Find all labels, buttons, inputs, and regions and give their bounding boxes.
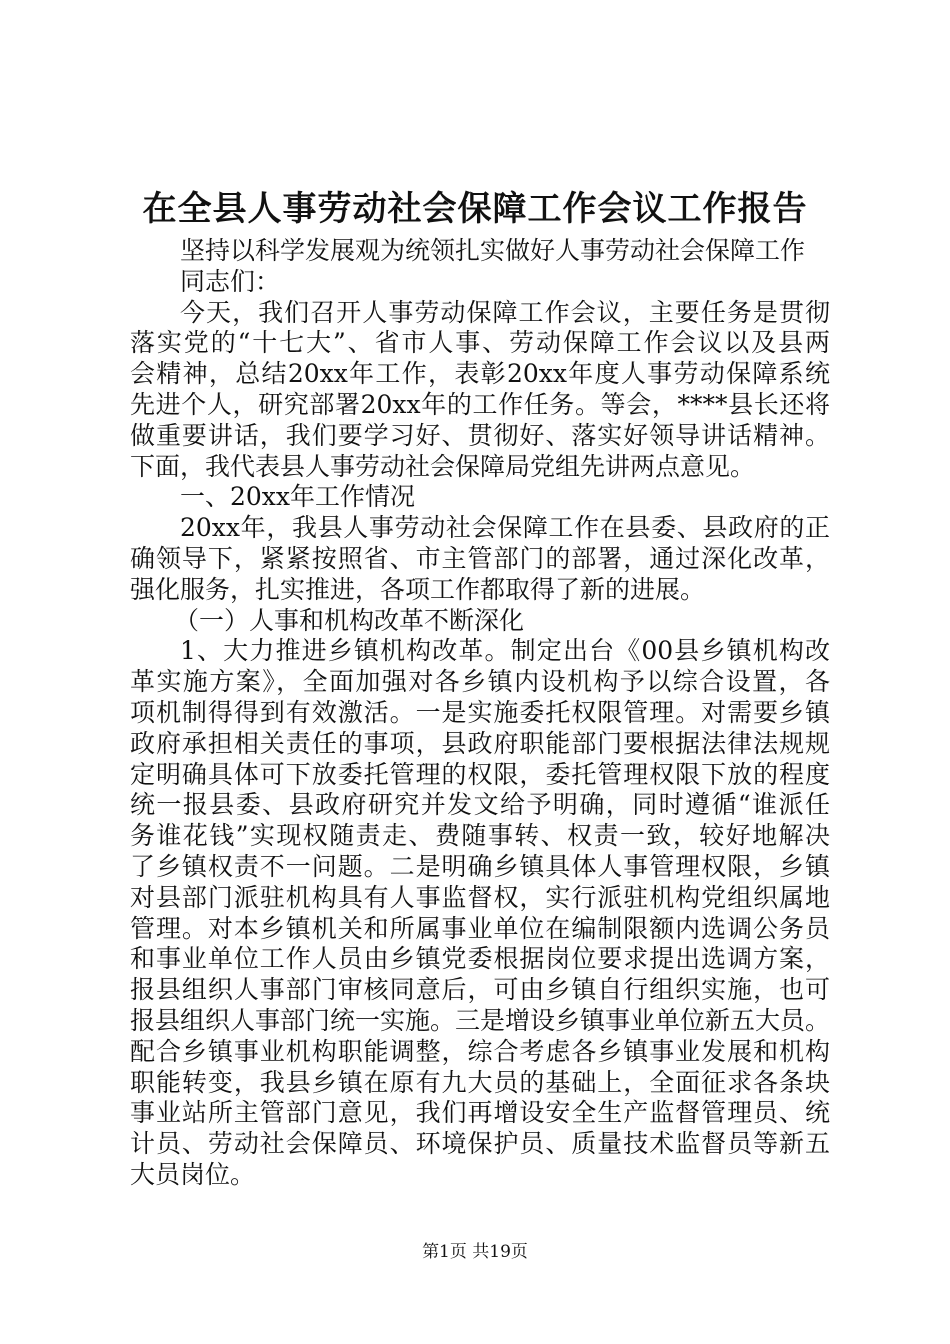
- body-line: 大员岗位。: [130, 1159, 256, 1189]
- body-line: 会精神，总结20xx年工作，表彰20xx年度人事劳动保障系统: [130, 359, 830, 389]
- body-line: 和事业单位工作人员由乡镇党委根据岗位要求提出选调方案，: [130, 944, 830, 974]
- body-line: 对县部门派驻机构具有人事监督权，实行派驻机构党组织属地: [130, 882, 830, 912]
- body-line: 革实施方案》，全面加强对各乡镇内设机构予以综合设置，各: [130, 667, 830, 697]
- body-line: 统一报县委、县政府研究并发文给予明确，同时遵循“谁派任: [130, 790, 830, 820]
- body-line: 了乡镇权责不一问题。二是明确乡镇具体人事管理权限，乡镇: [130, 851, 830, 881]
- body-line: 1、大力推进乡镇机构改革。制定出台《00县乡镇机构改: [180, 636, 830, 666]
- body-line: 强化服务，扎实推进，各项工作都取得了新的进展。: [130, 574, 706, 604]
- body-line: 务谁花钱”实现权随责走、费随事转、权责一致，较好地解决: [130, 821, 830, 851]
- body-line: 报县组织人事部门审核同意后，可由乡镇自行组织实施，也可: [130, 975, 830, 1005]
- body-line: 定明确具体可下放委托管理的权限，委托管理权限下放的程度: [130, 759, 830, 789]
- page-number-footer: 第1页 共19页: [422, 1242, 528, 1262]
- body-line: 计员、劳动社会保障员、环境保护员、质量技术监督员等新五: [130, 1129, 830, 1159]
- body-line: 政府承担相关责任的事项，县政府职能部门要根据法律法规规: [130, 728, 830, 758]
- body-line: 管理。对本乡镇机关和所属事业单位在编制限额内选调公务员: [130, 913, 830, 943]
- body-line: 配合乡镇事业机构职能调整，综合考虑各乡镇事业发展和机构: [130, 1036, 830, 1066]
- body-line: 做重要讲话，我们要学习好、贯彻好、落实好领导讲话精神。: [130, 420, 830, 450]
- document-body: [130, 236, 830, 1191]
- body-line: 事业站所主管部门意见，我们再增设安全生产监督管理员、统: [130, 1098, 830, 1128]
- subtitle-line: 坚持以科学发展观为统领扎实做好人事劳动社会保障工作: [180, 236, 806, 265]
- section-heading: 一、20xx年工作情况: [180, 482, 416, 512]
- body-line: 20xx年，我县人事劳动社会保障工作在县委、县政府的正: [180, 513, 830, 543]
- salutation-line: 同志们：: [180, 266, 281, 296]
- body-line: 下面，我代表县人事劳动社会保障局党组先讲两点意见。: [130, 451, 756, 481]
- body-line: 今天，我们召开人事劳动保障工作会议，主要任务是贯彻: [180, 297, 830, 327]
- body-line: 确领导下，紧紧按照省、市主管部门的部署，通过深化改革，: [130, 543, 830, 573]
- body-line: 落实党的“十七大”、省市人事、劳动保障工作会议以及县两: [130, 328, 830, 358]
- body-line: 先进个人，研究部署20xx年的工作任务。等会，****县长还将: [130, 389, 830, 419]
- body-line: 职能转变，我县乡镇在原有九大员的基础上，全面征求各条块: [130, 1067, 830, 1097]
- body-line: 报县组织人事部门统一实施。三是增设乡镇事业单位新五大员。: [130, 1005, 831, 1035]
- body-line: 项机制得得到有效激活。一是实施委托权限管理。对需要乡镇: [130, 697, 830, 727]
- subsection-heading: （一）人事和机构改革不断深化: [174, 605, 525, 635]
- document-title: 在全县人事劳动社会保障工作会议工作报告: [142, 189, 808, 229]
